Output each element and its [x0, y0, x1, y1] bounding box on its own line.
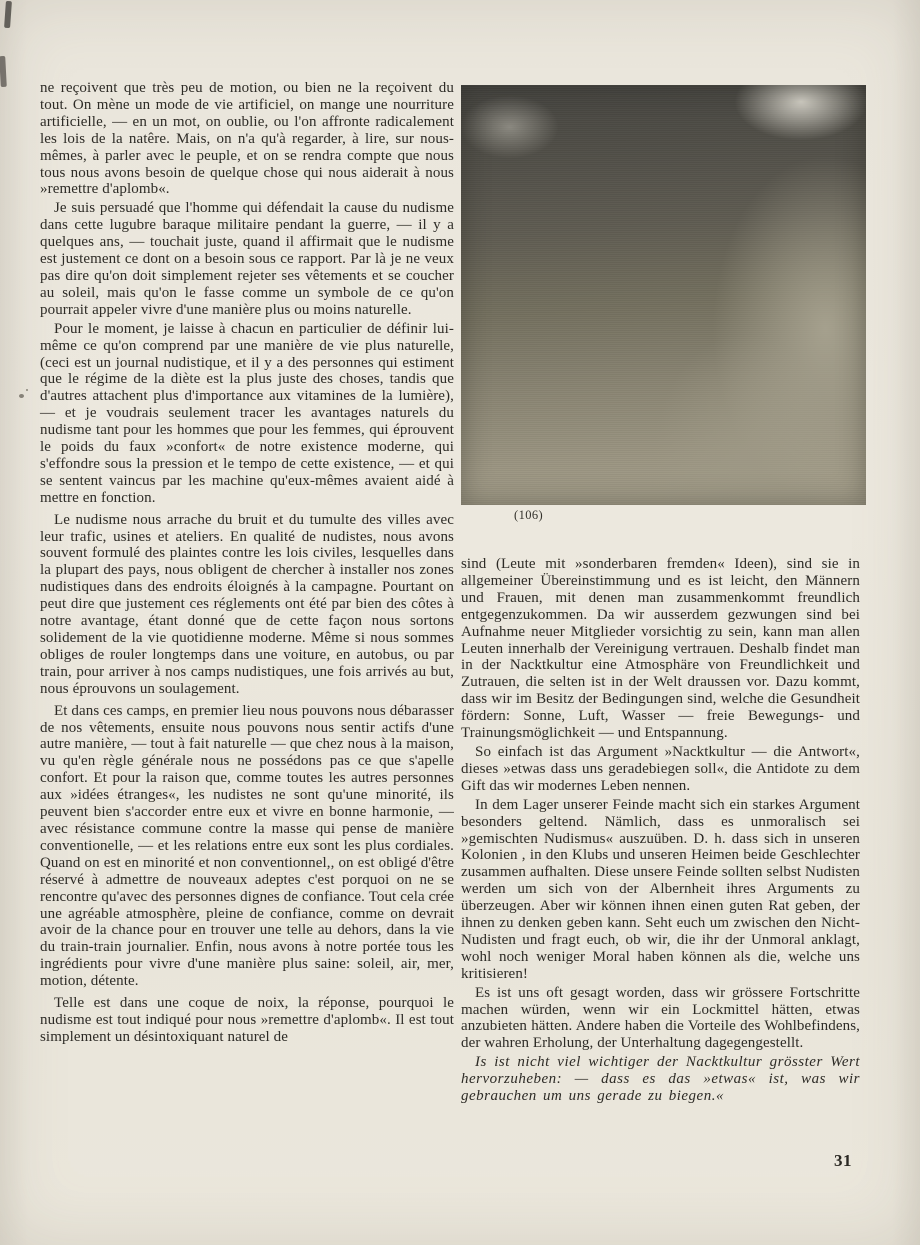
paragraph: sind (Leute mit »sonderbaren fremden« Ideen), sind sie in allgemeiner Übereinstimmung und es ist leicht, den Männern und Frauen, mit denen man zusammenkommt freundlich entgegenzukommen. Da wir ausserdem gezwungen sind bei Aufnahme neuer Mitglieder vorsichtig zu sein, kann man allen Leuten innerhalb der Vereinigung vertrauen. Deshalb findet man in der Nacktkultur eine Atmosphäre von Freundlichkeit und Zutrauen, die selten ist in der Welt draussen vor. Dazu kommt, dass wir im Besitz der Bedingungen sind, welche die Gesundheit fördern: Sonne, Luft, Wasser — freie Bewegungs- und Trainungsmöglichkeit — und Entspannung. [461, 556, 860, 742]
ink-speck [26, 389, 28, 391]
paragraph: Pour le moment, je laisse à chacun en particulier de définir lui-même ce qu'on comprend par une manière de vie plus naturelle, (ceci est un journal nudistique, et il y a des personnes qui estiment que le régime de la diète est la plus juste des choses, tandis que d'autres attachent plus d'importance aux vitamines de la lumière), — et je voudrais seulement tracer les avantages naturels du nudisme tant pour les hommes que pour les femmes, qui éprouvent le poids du faux »confort« de notre existence moderne, qui s'effondre sous la pression et le tempo de cette existence, — et qui se sentent vaincus par les machine qu'eux-mêmes avaient aidé à mettre en fonction. [40, 320, 454, 506]
paragraph: So einfach ist das Argument »Nacktkultur — die Antwort«, dieses »etwas dass uns geradebiegen soll«, die Antidote zu dem Gift das wir modernes Leben nennen. [461, 743, 860, 794]
french-text-column [40, 80, 454, 1046]
closing-italic-paragraph: Is ist nicht viel wichtiger der Nacktkultur grösster Wert hervorzuheben: — dass es das »etwas« ist, was wir gebrauchen um uns gerade zu biegen.« [461, 1054, 860, 1105]
paragraph: Je suis persuadé que l'homme qui défendait la cause du nudisme dans cette lugubre baraque militaire pendant la guerre, — il y a quelques ans, — touchait juste, quand il affirmait que le nudisme est justement ce dont on a besoin sous ce rapport. Par là je ne veux pas dire qu'on doit simplement rejeter ses vêtements et se coucher au soleil, mais qu'on le fasse comme un symbole de ce qu'on pourrait appeler vivre d'une manière plus ou moins naturelle. [40, 200, 454, 318]
paragraph: ne reçoivent que très peu de motion, ou bien ne la reçoivent du tout. On mène un mode de vie artificiel, on mange une nourriture artificielle, — en un mot, on oublie, ou l'on affronte radicalement les lois de la natêre. Mais, on n'a qu'à regarder, à lire, sur nous-mêmes, à parler avec le peuple, et on se rendra compte que nous tous nous avons besoin de quelque chose qui nous aiderait à nous »remettre d'aplomb«. [40, 80, 454, 198]
german-text-column [461, 556, 860, 1105]
photo-caption: (106) [514, 508, 544, 522]
paragraph: Es ist uns oft gesagt worden, dass wir grössere Fortschritte machen würden, wenn wir ein Lockmittel hätten, etwas anzubieten hätten. Andere haben die Vorteile des Wohlbefindens, der wahren Erholung, der Unterhaltung dagegengestellt. [461, 984, 860, 1052]
paragraph: In dem Lager unserer Feinde macht sich ein starkes Argument besonders geltend. Nämlich, dass es unmoralisch sei »gemischten Nudismus« auszuüben. D. h. dass sich in unseren Kolonien , in den Klubs und unseren Heimen beide Geschlechter zusammen aufhalten. Diese unsere Feinde sollten selbst Nudisten werden um sich von der Albernheit ihres Arguments zu überzeugen. Aber wir können ihnen einen guten Rat geben, der ihnen zu denken geben kann. Seht euch um zwischen den Nicht-Nudisten und fragt euch, ob wir, die ihr der Unmoral anklagt, wohl noch weniger Moral haben können als die, welche uns kritisieren! [461, 796, 860, 982]
paragraph: Et dans ces camps, en premier lieu nous pouvons nous débarasser de nos vêtements, ensuite nous pouvons nous sentir actifs d'une autre manière, — tout à fait naturelle — que chez nous à la maison, vu qu'en règle générale nous ne possédons pas ce que s'apelle confort. Et pour la raison que, comme toutes les autres personnes aux »idées étranges«, les nudistes ne sont qu'une minorité, ils peuvent bien s'accorder entre eux et vivre en bonne harmonie, — avec résistance commune contre la masse qui pense de manière conventionelle, — et les relations entre eux sont les plus cordiales. Quand on est en minorité et non conventionnel,, on est obligé d'être réservé à admettre de nouveaux adeptes c'est porquoi on ne se rencontre qu'avec des personnes dignes de confiance. Tout cela crée une agréable atmosphère, pleine de confiance, comme on devrait avoir de la chance pour en trouver une telle au dehors, dans la vie du train-train journalier. Enfin, nous avons à notre portée tous les ingrédients pour vivre d'une manière plus saine: soleil, air, mer, motion, détente. [40, 702, 454, 990]
halftone-photo-placeholder [461, 85, 866, 505]
paragraph: Le nudisme nous arrache du bruit et du tumulte des villes avec leur trafic, usines et ateliers. En qualité de nudistes, nous avons souvent formulé des plaintes contre les lois civiles, lesquelles dans la plupart des pays, nous obligent de chercher à installer nos zones nudistiques dans des endroits éloignés à la campagne. Pourtant on peut dire que justement ces réglements ont été par bien des côtes à notre avantage, étant donné que de cette façon nous sortons solidement de la vie quotidienne moderne. Même si nous sommes obliges de rouler longtemps dans une voiture, en autobus, ou par train, pour arriver à nos camps nudistiques, une fois arrivés au but, nous éprouvons un soulagement. [40, 511, 454, 697]
ink-speck [19, 394, 24, 398]
scan-artifact-mark [0, 56, 7, 87]
scan-artifact-mark [4, 1, 12, 28]
paragraph: Telle est dans une coque de noix, la réponse, pourquoi le nudisme est tout indiqué pour nous »remettre d'aplomb«. Il est tout simplement un désintoxiquant naturel de [40, 995, 454, 1045]
page-number: 31 [834, 1151, 852, 1170]
